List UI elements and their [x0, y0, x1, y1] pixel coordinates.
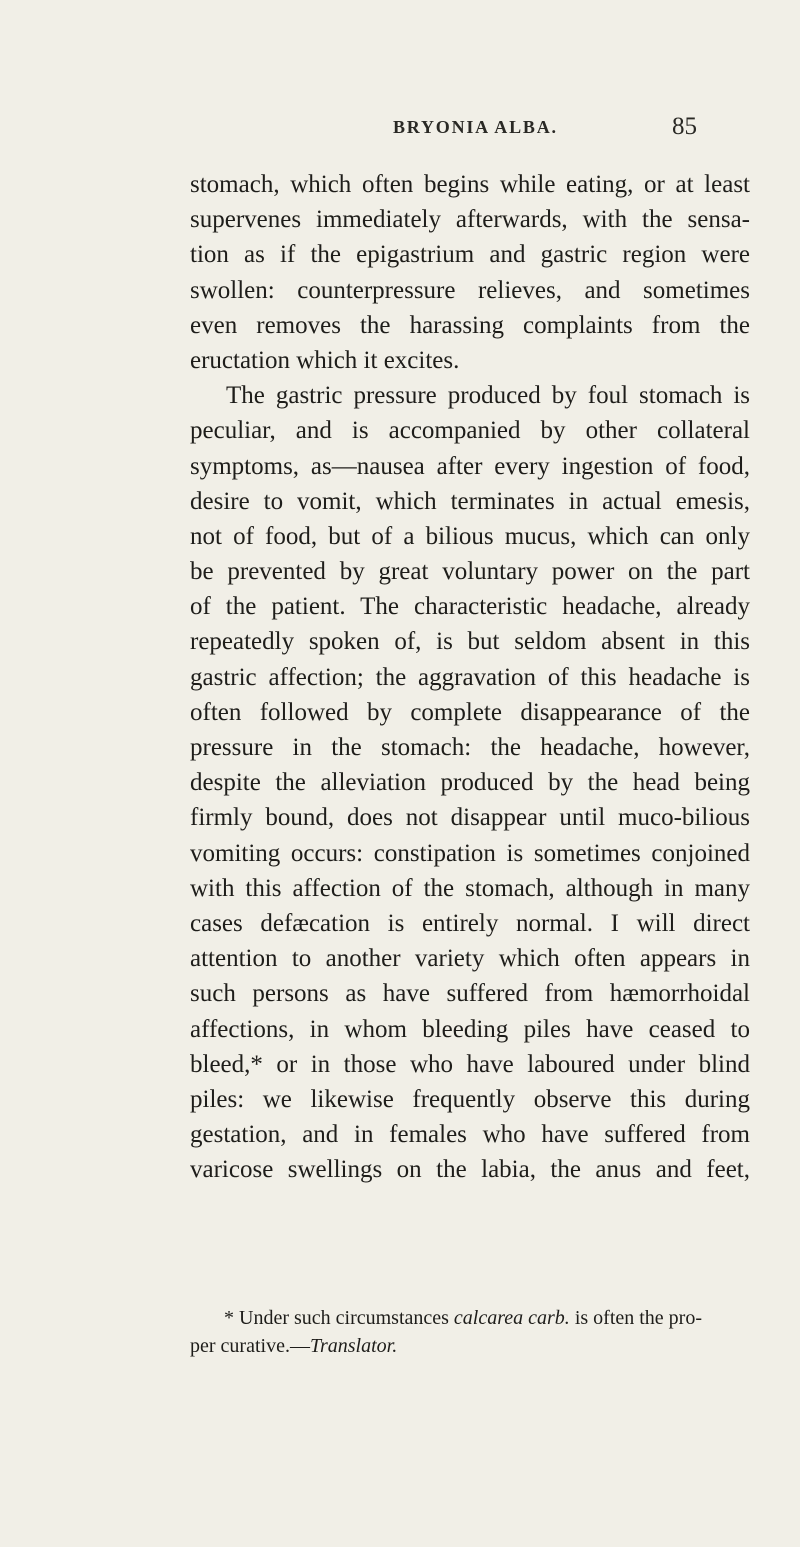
footnote-text-continued: is often the pro- — [574, 1307, 702, 1329]
footnote-text-end: per curative.— — [190, 1335, 310, 1357]
text-line: even removes the harassing complaints from the — [190, 311, 750, 339]
running-title: BRYONIA ALBA. — [393, 117, 558, 137]
text-line: often followed by complete disappearance of the — [190, 698, 750, 726]
text-line: pressure in the stomach: the headache, however, — [190, 734, 750, 761]
text-line: gastric affection; the aggravation of this headache is — [190, 663, 750, 691]
text-line: piles: we likewise frequently observe this during — [190, 1085, 750, 1113]
text-line: gestation, and in females who have suffered from — [190, 1121, 750, 1149]
text-line: supervenes immediately afterwards, with the sensa- — [190, 206, 750, 234]
text-line: firmly bound, does not disappear until muco-bilious — [190, 804, 750, 832]
text-line: affections, in whom bleeding piles have ceased to — [190, 1015, 750, 1043]
footnote-attribution: Translator. — [309, 1335, 398, 1357]
body-text — [190, 167, 750, 1187]
footnote-marker: * — [224, 1307, 234, 1329]
footnote-emphasis: calcarea carb. — [453, 1307, 570, 1329]
footnote — [190, 1304, 750, 1360]
text-line: not of food, but of a bilious mucus, which can only — [190, 522, 750, 550]
text-line: peculiar, and is accompanied by other collateral — [190, 417, 750, 445]
text-line: repeatedly spoken of, is but seldom absent in this — [190, 628, 750, 656]
text-line: bleed,* or in those who have laboured under blind — [190, 1050, 750, 1078]
footnote-text: Under such circumstances — [239, 1307, 449, 1329]
text-line: attention to another variety which often appears in — [190, 945, 750, 973]
text-line: with this affection of the stomach, although in many — [190, 874, 750, 902]
text-line: despite the alleviation produced by the head being — [190, 769, 750, 797]
text-line: symptoms, as—nausea after every ingestion of food, — [190, 452, 750, 480]
text-line: be prevented by great voluntary power on the part — [190, 558, 750, 586]
text-line: eructation which it excites. — [190, 346, 460, 374]
text-line: varicose swellings on the labia, the anus and feet, — [190, 1156, 750, 1184]
text-line: swollen: counterpressure relieves, and sometimes — [190, 276, 750, 304]
text-line: stomach, which often begins while eating, or at least — [190, 171, 750, 198]
text-line: such persons as have suffered from hæmorrhoidal — [190, 980, 750, 1008]
text-line: desire to vomit, which terminates in actual emesis, — [190, 487, 750, 515]
page-header — [0, 113, 800, 147]
text-line: of the patient. The characteristic headache, already — [190, 593, 750, 621]
footnote-line-2 — [190, 1332, 750, 1360]
page-number: 85 — [672, 113, 697, 140]
text-line-paragraph-start: The gastric pressure produced by foul stomach is — [226, 382, 750, 410]
footnote-line-1 — [190, 1304, 750, 1332]
text-line: tion as if the epigastrium and gastric region were — [190, 241, 750, 269]
text-line: cases defæcation is entirely normal. I will direct — [190, 909, 750, 937]
text-line: vomiting occurs: constipation is sometimes conjoined — [190, 839, 750, 867]
